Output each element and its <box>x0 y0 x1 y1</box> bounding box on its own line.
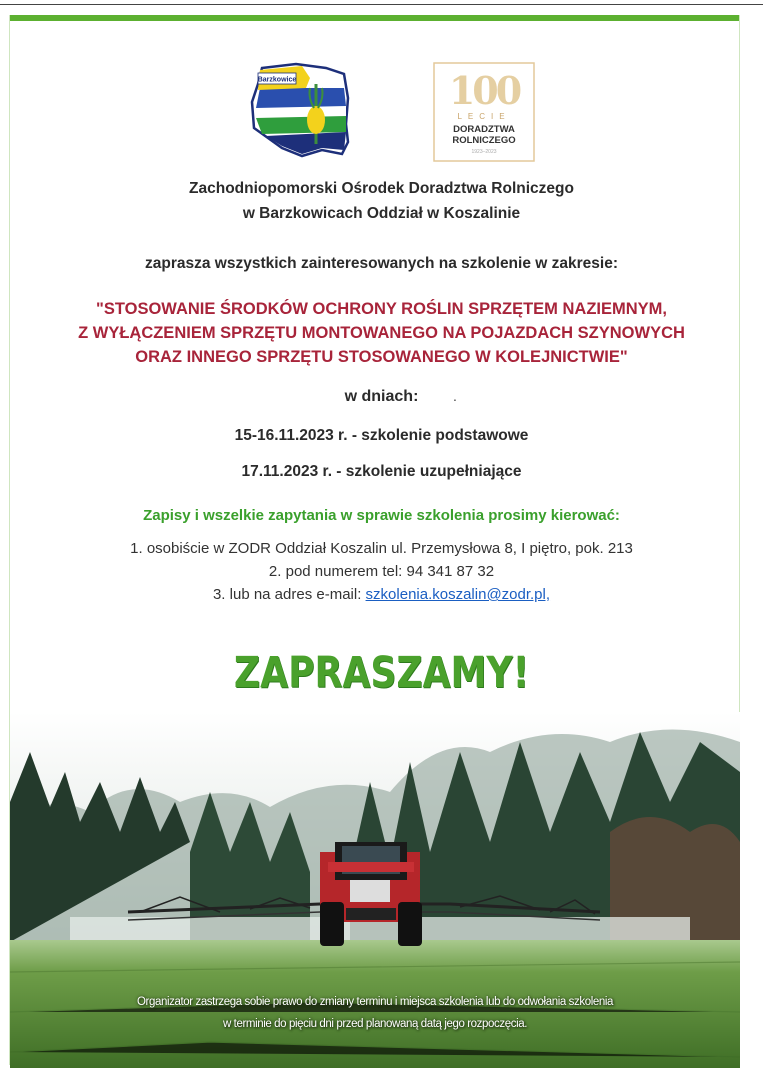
zodr-logo <box>248 58 358 158</box>
anniversary-title <box>433 124 535 146</box>
invite-text: zaprasza wszystkich zainteresowanych na szkolenie w zakresie: <box>145 255 618 272</box>
anniversary-lecie: LECIE <box>457 112 511 121</box>
anniversary-title-line2: ROLNICZEGO <box>452 135 516 146</box>
cta-heading: ZAPRASZAMY! <box>233 648 530 698</box>
zodr-logo-label: Barzkowice <box>257 76 297 84</box>
contact-item-1: 1. osobiście w ZODR Oddział Koszalin ul. Przemysłowa 8, I piętro, pok. 213 <box>130 540 633 557</box>
anniversary-number: 100 <box>448 68 520 113</box>
organizer-line-1: Zachodniopomorski Ośrodek Doradztwa Rolniczego <box>189 180 574 197</box>
organizer-line-2: w Barzkowicach Oddział w Koszalinie <box>242 205 521 222</box>
training-title-line-1: "STOSOWANIE ŚRODKÓW OCHRONY ROŚLIN SPRZĘTEM NAZIEMNYM, <box>96 300 667 318</box>
date-basic: 15-16.11.2023 r. - szkolenie podstawowe <box>234 427 529 444</box>
dates-heading: w dniach: <box>344 388 419 405</box>
sprayer-field-photo <box>10 712 740 1068</box>
registration-heading: Zapisy i wszelkie zapytania w sprawie szkolenia prosimy kierować: <box>143 507 620 524</box>
disclaimer-line-1: Organizator zastrzega sobie prawo do zmiany terminu i miejsca szkolenia lub do odwołania szkolenia <box>136 996 613 1008</box>
scan-top-line <box>0 4 763 5</box>
disclaimer-line-2: w terminie do pięciu dni przed planowaną datą jego rozpoczęcia. <box>222 1018 528 1030</box>
green-top-border <box>9 15 740 21</box>
date-supplementary: 17.11.2023 r. - szkolenie uzupełniające <box>241 463 522 480</box>
contact-item-3 <box>0 586 763 603</box>
anniversary-years: 1923–2023 <box>471 149 497 155</box>
training-title-line-3: ORAZ INNEGO SPRZĘTU STOSOWANEGO W KOLEJNICTWIE" <box>135 348 628 366</box>
contact-item-2: 2. pod numerem tel: 94 341 87 32 <box>268 563 495 580</box>
anniversary-title-line1: DORADZTWA <box>453 124 515 135</box>
stray-dot: . <box>453 388 457 404</box>
training-title-line-2: Z WYŁĄCZENIEM SPRZĘTU MONTOWANEGO NA POJAZDACH SZYNOWYCH <box>78 324 685 342</box>
anniversary-logo <box>433 62 535 162</box>
contact-item-3-prefix: 3. lub na adres e-mail: <box>212 586 366 603</box>
email-link[interactable]: szkolenia.koszalin@zodr.pl, <box>365 586 551 603</box>
